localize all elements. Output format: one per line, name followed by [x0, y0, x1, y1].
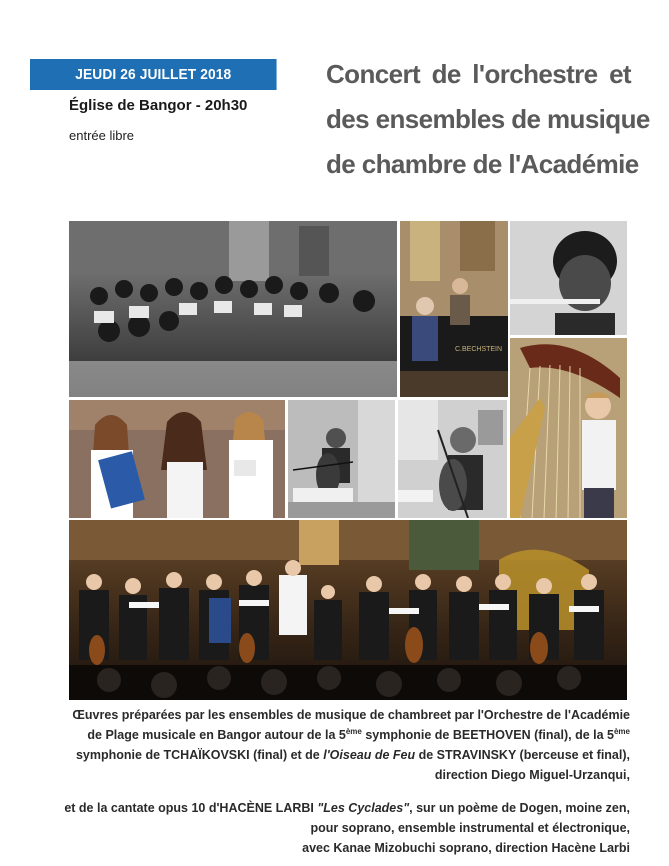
caption: [40, 705, 630, 858]
venue-time: Église de Bangor - 20h30: [69, 97, 248, 114]
piano-duo-photo: [400, 221, 508, 397]
caption-line-4: direction Diego Miguel-Urzanqui,: [434, 768, 630, 782]
caption-line-7: avec Kanae Mizobuchi soprano, direction Hacène Larbi: [302, 841, 630, 855]
piano-brand: C.BECHSTEIN: [455, 346, 503, 353]
page-title: [326, 52, 650, 187]
cello-student-photo: [288, 400, 395, 518]
caption-line-1: Œuvres préparées par les ensembles de musique de chambreet par l'Orchestre de l'Académie: [72, 708, 630, 722]
cello-teacher-photo: [398, 400, 507, 518]
flute-child-photo: [510, 221, 627, 335]
title-line-2: des ensembles de musique: [326, 104, 650, 134]
harp-child-photo: [510, 338, 627, 518]
concert-date: JEUDI 26 JUILLET 2018: [75, 66, 232, 83]
date-banner: [30, 59, 277, 90]
title-line-1: Concert de l'orchestre et: [326, 59, 631, 89]
caption-spacer: [40, 785, 630, 798]
entry-note: entrée libre: [69, 128, 135, 143]
caption-line-5: et de la cantate opus 10 d'HACÈNE LARBI "Les Cyclades", sur un poème de Dogen, moine zen,: [64, 801, 630, 815]
caption-line-6: pour soprano, ensemble instrumental et électronique,: [310, 821, 630, 835]
choir-photo: [69, 221, 397, 397]
orchestra-photo: [69, 520, 627, 700]
caption-line-3: symphonie de TCHAÏKOVSKI (final) et de l'Oiseau de Feu de STRAVINSKY (berceuse et final),: [75, 748, 630, 762]
title-line-3: de chambre de l'Académie: [326, 149, 639, 179]
singing-girls-photo: [69, 400, 285, 518]
caption-line-2: de Plage musicale en Bangor autour de la 5ème symphonie de BEETHOVEN (final), de la 5ème: [87, 727, 630, 742]
